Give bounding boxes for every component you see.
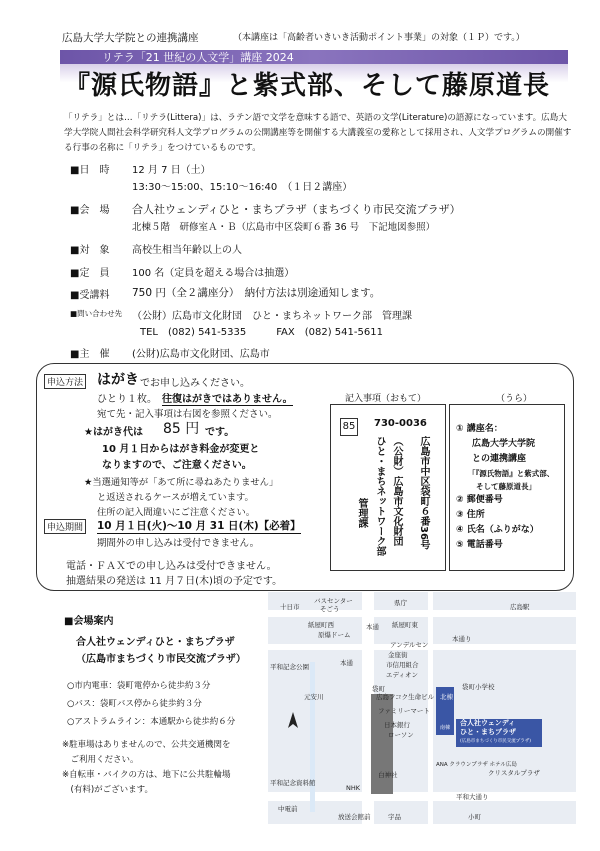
postcard-items	[456, 422, 554, 553]
contact-phone: TEL (082) 541-5335 FAX (082) 541-5611	[140, 327, 383, 338]
map-label: 南棟	[440, 725, 451, 731]
map-label: 宇品	[388, 813, 401, 821]
application-period: 10 月１日(火)～10 月 31 日(木)【必着】	[97, 520, 301, 532]
map-label: 本通	[340, 659, 353, 667]
map-label: 平和大通り	[456, 793, 489, 801]
map-label: 元安川	[304, 693, 324, 701]
postcard-dept: ひと・まちネットワーク部	[374, 436, 385, 556]
capacity-label: ■定 員	[70, 268, 110, 279]
target-value: 高校生相当年齢以上の人	[132, 245, 242, 256]
map-label: 県庁	[394, 599, 407, 607]
one-only: ひとり１枚。	[97, 394, 157, 405]
change-note-2: なりますので、ご注意ください。	[102, 460, 252, 471]
map-label: クリスタルプラザ	[488, 769, 540, 777]
map-label: 平和記念資料館	[270, 779, 316, 787]
postcard-item: ⑤ 電話番号	[456, 540, 503, 550]
return-note-1: ★当選通知等が「あて所に尋ねあたりません」	[84, 477, 279, 488]
postcard-item: ③ 住所	[456, 510, 485, 520]
postcard-item: との連携講座	[472, 454, 527, 464]
map-label: 原爆ドーム	[318, 631, 351, 639]
map-label: 中電前	[278, 805, 298, 813]
venue-room: 北棟５階 研修室Ａ・Ｂ（広島市中区袋町６番 36 号 下記地図参照）	[132, 222, 436, 233]
map-label: 日本銀行	[384, 721, 410, 729]
map-label: 袋町	[372, 685, 385, 693]
map-label: NHK	[346, 784, 361, 792]
postcard-item: そして藤原道長」	[476, 482, 536, 491]
map-label: 小町	[468, 813, 481, 821]
route-bus: ○バス：袋町バス停から徒歩約３分	[67, 699, 202, 709]
postcard-zip: 730-0036	[374, 418, 427, 429]
postcard-item: ② 郵便番号	[456, 495, 503, 505]
header-org: 広島大学大学院との連携講座	[62, 32, 199, 44]
lottery-note: 抽選結果の発送は 11 月７日(木)頃の予定です。	[66, 576, 283, 587]
fee-label: ■受講料	[70, 290, 110, 301]
map-label: ファミリーマート	[378, 707, 430, 715]
postcard-item: ① 講座名：	[456, 424, 503, 434]
map-label: バスセンター	[314, 597, 353, 605]
fee-value: 750 円（全２講座分） 納付方法は別途通知します。	[132, 287, 381, 299]
return-note-3: 住所の記入間違いにご注意ください。	[97, 507, 256, 518]
intro-text: 「リテラ」とは…「リテラ(Littera)」は、ラテン語で文学を意味する語で、英語の文学(Literature)の語源になっています。広島大学大学院人間社会科学研究科人文学プログラムの公開講座等を開催する大講義室の愛称として採用され、人文学プログラムの開催する行事の名称に「リテラ」をつけているものです。	[64, 113, 572, 153]
period-tag: 申込期間	[44, 519, 86, 534]
map-label: ANA クラウンプラザ ホテル広島	[436, 762, 517, 768]
map-label: 平和記念公園	[270, 663, 309, 671]
change-note-1: 10 月１日からはがき料金が変更と	[102, 444, 260, 455]
stamp: 85	[340, 418, 358, 436]
map-label: 十日市	[280, 603, 300, 611]
contact-label: ■問い合わせ先	[70, 309, 123, 318]
map-label: アンデルセン	[390, 641, 429, 649]
fee-suffix: です。	[205, 427, 235, 438]
map-label: 金座街	[388, 651, 408, 659]
postcard-item: 広島大学大学院	[472, 439, 536, 449]
address-note: 宛て先・記入事項は右図を参照ください。	[97, 409, 278, 420]
date-value: 12 月 7 日（土）	[132, 165, 211, 176]
capacity-value: 100 名（定員を超える場合は抽選）	[132, 268, 295, 279]
map-label: 紙屋町東	[392, 621, 418, 629]
access-venue-2: （広島市まちづくり市民交流プラザ）	[76, 654, 246, 665]
postcard-back-label: （うら）	[496, 394, 533, 404]
contact-org: （公財）広島市文化財団 ひと・まちネットワーク部 管理課	[132, 311, 412, 322]
postcard-item: ④ 氏名（ふりがな）	[456, 525, 539, 535]
postcard-item: 「『源氏物語』と紫式部、	[468, 469, 555, 478]
map-label: 袋町小学校	[462, 683, 495, 691]
map-label: 広島駅	[510, 603, 530, 611]
no-phone-note: 電話・ＦＡＸでの申し込みは受付できません。	[66, 561, 277, 572]
map-label: ローソン	[388, 731, 414, 739]
map-label: 本通り	[452, 635, 472, 643]
map-label: 広島フコク生命ビル	[376, 693, 435, 701]
date-label: ■日 時	[70, 165, 110, 176]
postcard-org: （公財）広島市文化財団	[391, 436, 402, 546]
map-label: 本通	[366, 623, 379, 631]
map-label: そごう	[320, 605, 340, 613]
postcard-address: 広島市中区袋町６番36号	[418, 436, 429, 550]
organizer-value: (公財)広島市文化財団、広島市	[132, 349, 270, 360]
postcard-fee: 85 円	[163, 421, 200, 437]
map-label: 放送会館前	[338, 813, 371, 821]
route-tram: ○市内電車：袋町電停から徒歩約３分	[67, 681, 211, 691]
page-title: 『源氏物語』と紫式部、そして藤原道長	[64, 71, 551, 101]
return-note-2: と返送されるケースが増えています。	[97, 492, 254, 503]
method-rest: でお申し込みください。	[140, 378, 250, 389]
subtitle: リテラ「21 世紀の人文学」講座 2024	[102, 51, 294, 64]
map-label: 白神社	[378, 771, 398, 779]
time-value: 13:30～15:00、15:10～16:40 （１日２講座）	[132, 182, 353, 193]
map-label: 北棟	[440, 693, 453, 701]
map-label: 紙屋町西	[308, 621, 334, 629]
venue-map-label: 合人社ウェンディ ひと・まちプラザ (広島市まちづくり市民交流プラザ)	[456, 719, 542, 747]
access-map	[268, 592, 576, 824]
postcard-front-label: 記入事項（おもて）	[345, 394, 427, 404]
venue-name: 合人社ウェンディひと・まちプラザ（まちづくり市民交流プラザ）	[132, 203, 461, 216]
access-heading: ■会場案内	[64, 616, 114, 627]
method-main: はがき	[97, 372, 139, 388]
map-label: 市信用組合	[386, 661, 419, 669]
venue-label: ■会 場	[70, 205, 110, 216]
header-note: （本講座は「高齢者いきいき活動ポイント事業」の対象（１Ｐ）です。）	[233, 33, 525, 43]
access-venue-1: 合人社ウェンディひと・まちプラザ	[76, 637, 235, 648]
target-label: ■対 象	[70, 245, 110, 256]
organizer-label: ■主 催	[70, 349, 110, 360]
no-return-postcard: 往復はがきではありません。	[162, 390, 293, 406]
north-arrow-icon	[286, 710, 300, 738]
map-label: エディオン	[386, 671, 418, 679]
parking-notes: ※駐車場はありませんので、公共交通機関を ご利用ください。 ※自転車・バイクの方は、地下に公共駐輪場 (有料)がございます。	[62, 740, 231, 795]
postcard-section: 管理課	[356, 498, 367, 528]
period-note: 期間外の申し込みは受付できません。	[97, 538, 260, 549]
method-tag: 申込方法	[44, 374, 86, 389]
route-astram: ○アストラムライン：本通駅から徒歩約６分	[67, 717, 236, 727]
fee-prefix: ★はがき代は	[84, 427, 143, 438]
